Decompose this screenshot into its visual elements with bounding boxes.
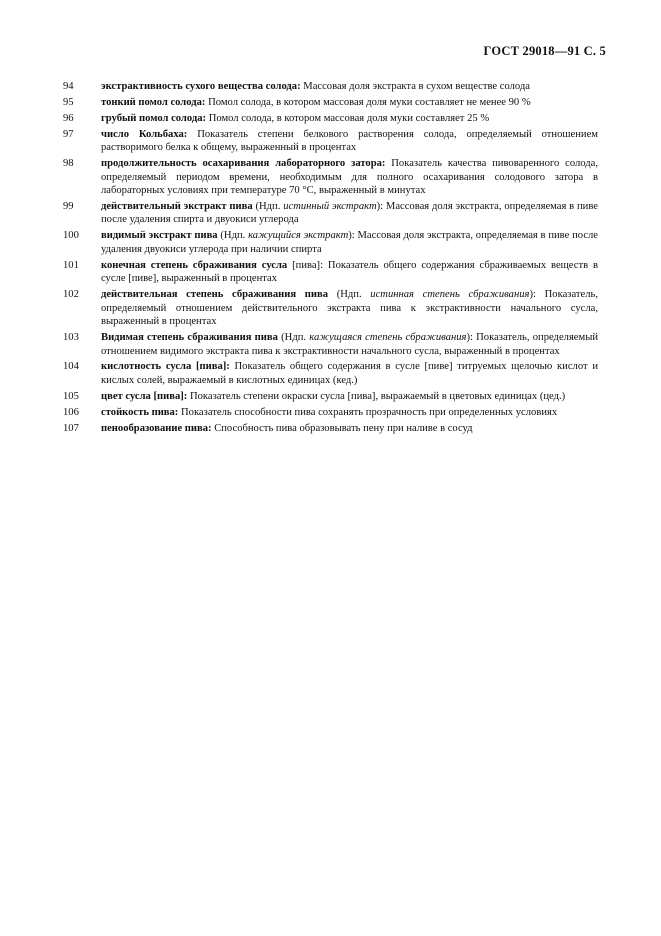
term-entry [63, 360, 598, 387]
term-entry [63, 112, 598, 126]
page-header: ГОСТ 29018—91 С. 5 [483, 44, 606, 58]
term-entry [63, 80, 598, 94]
definition: [пива]: Показатель общего содержания сбраживаемых веществ в сусле [пиве], выраженный в процентах [101, 259, 598, 285]
definition: ): Массовая доля экстракта, определяемая в пиве после удаления спирта и двуокиси углерода [101, 200, 598, 226]
deprecated-synonym: истинный экстракт [283, 200, 377, 212]
term: действительная степень сбраживания пива [101, 289, 328, 301]
term: стойкость пива: [101, 406, 179, 418]
term: число Кольбаха: [101, 128, 188, 140]
term-entry [63, 390, 598, 404]
entry-text [101, 157, 598, 198]
entry-text [101, 229, 598, 256]
term-entry [63, 331, 598, 358]
term: конечная степень сбраживания сусла [101, 259, 288, 271]
deprecated-prefix: (Ндп. [328, 289, 371, 301]
entry-number: 100 [63, 230, 79, 242]
entry-number: 97 [63, 128, 74, 140]
deprecated-prefix: (Ндп. [252, 200, 284, 212]
entry-text [101, 422, 598, 436]
deprecated-synonym: истинная степень сбраживания [370, 289, 530, 301]
entry-text [101, 331, 598, 358]
definition: Показатель степени окраски сусла [пива], выражаемый в цветовых единицах (цед.) [187, 390, 566, 402]
term: видимый экстракт пива [101, 230, 218, 242]
entry-text [101, 288, 598, 329]
deprecated-synonym: кажущийся экстракт [248, 230, 349, 242]
term: продолжительность осахаривания лабораторного затора: [101, 158, 386, 170]
term-entry [63, 288, 598, 329]
term: тонкий помол солода: [101, 96, 206, 108]
entry-number: 107 [63, 422, 79, 434]
term: грубый помол солода: [101, 112, 207, 124]
entry-number: 95 [63, 96, 74, 108]
entry-text [101, 200, 598, 227]
term-entry [63, 157, 598, 198]
term-entry [63, 200, 598, 227]
definition: Помол солода, в котором массовая доля муки составляет 25 % [206, 112, 490, 124]
definition: ): Массовая доля экстракта, определяемая в пиве после удаления двуокиси углерода при наличии спирта [101, 230, 599, 255]
term: действительный экстракт пива [101, 200, 253, 212]
definition: ): Показатель, определяемый отношением видимого экстракта пива к экстрактивности начального сусла, выраженный в процентах [101, 332, 599, 357]
term: цвет сусла [пива]: [101, 390, 188, 402]
definition: Показатель способности пива сохранять прозрачность при определенных условиях [178, 406, 558, 418]
entry-number: 96 [63, 112, 74, 124]
definition: Массовая доля экстракта в сухом веществе солода [300, 81, 531, 92]
definition: Способность пива образовывать пену при наливе в сосуд [211, 422, 473, 434]
entry-number: 94 [63, 81, 74, 92]
entry-text [101, 406, 598, 420]
deprecated-prefix: (Ндп. [277, 332, 310, 344]
entry-number: 105 [63, 390, 79, 402]
definition: Помол солода, в котором массовая доля муки составляет не менее 90 % [205, 96, 531, 108]
term: пенообразование пива: [101, 422, 212, 434]
entry-number: 103 [63, 332, 79, 344]
deprecated-prefix: (Ндп. [217, 230, 249, 242]
entry-text [101, 128, 598, 155]
term-entry [63, 259, 598, 286]
term: кислотность сусла [пива]: [101, 361, 230, 373]
entry-text [101, 259, 598, 286]
entry-number: 98 [63, 158, 74, 170]
entry-text [101, 80, 598, 94]
entry-text [101, 112, 598, 126]
term-entry [63, 229, 598, 256]
term-entry [63, 406, 598, 420]
entry-number: 104 [63, 361, 79, 373]
entry-number: 106 [63, 406, 79, 418]
term: Видимая степень сбраживания пива [101, 332, 278, 344]
term-list [63, 80, 598, 437]
definition: ): Показатель, определяемый отношением действительного экстракта пива к экстрактивности начального сусла, выраженный в процентах [101, 289, 598, 328]
entry-text [101, 390, 598, 404]
term-entry [63, 128, 598, 155]
definition: Показатель общего содержания в сусле [пиве] титруемых щелочью кислот и кислых солей, выражаемый в кислотных единицах (кед.) [101, 361, 598, 386]
entry-number: 99 [63, 200, 74, 212]
term-entry [63, 96, 598, 110]
term-entry [63, 422, 598, 436]
entry-text [101, 96, 598, 110]
entry-number: 101 [63, 259, 79, 271]
term: экстрактивность сухого вещества солода: [101, 81, 301, 92]
definition: Показатель качества пивоваренного солода, определяемый периодом времени, необходимым для полного осахаривания солодового затора в лабораторных условиях при температуре 70 °С, выраженный в минутах [101, 158, 598, 197]
definition: Показатель степени белкового растворения солода, определяемый отношением растворимого белка к общему, выраженный в процентах [101, 128, 598, 154]
deprecated-synonym: кажущаяся степень сбраживания [309, 332, 467, 344]
entry-text [101, 360, 598, 387]
entry-number: 102 [63, 289, 79, 301]
